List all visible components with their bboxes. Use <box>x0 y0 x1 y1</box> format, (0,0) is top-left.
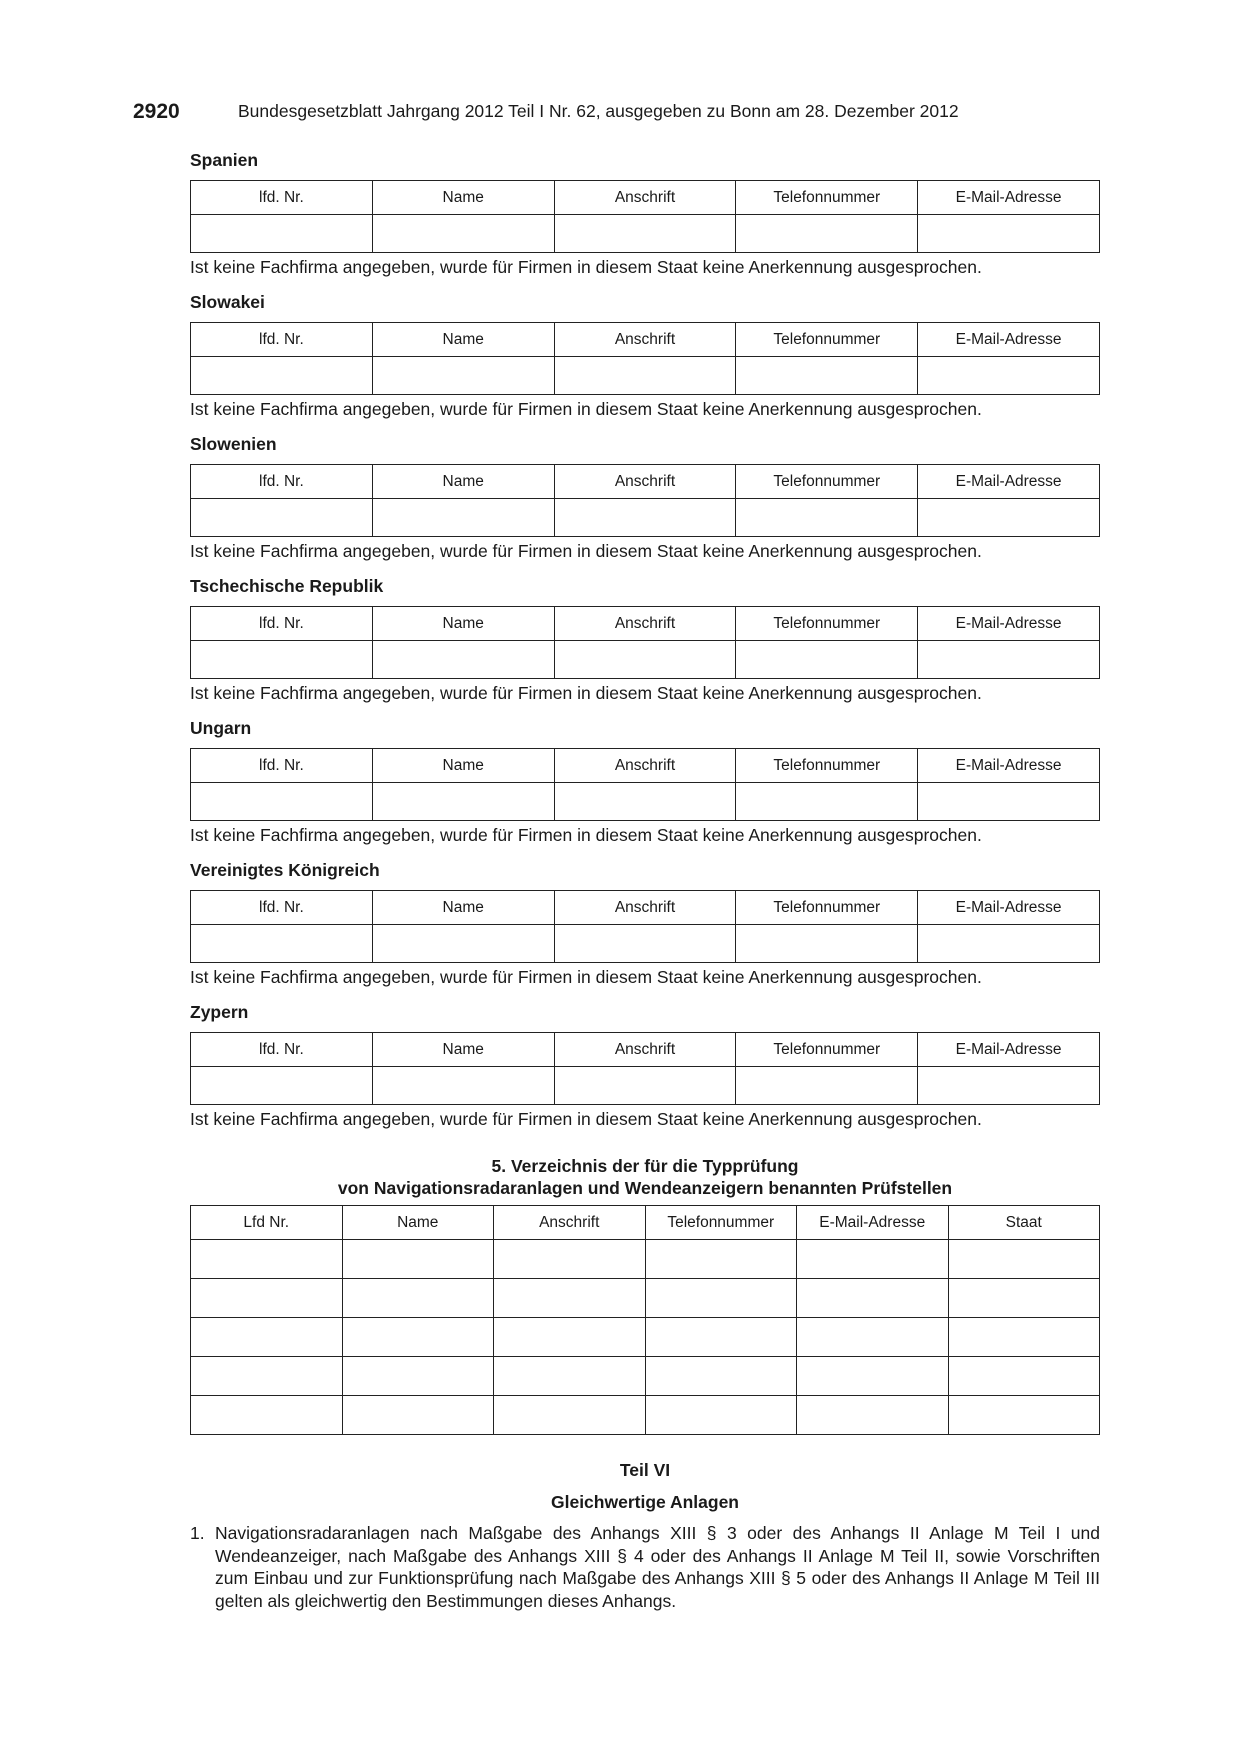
no-firm-note: Ist keine Fachfirma angegeben, wurde für Firmen in diesem Staat keine Anerkennung ausgesprochen. <box>190 1109 982 1129</box>
country-name: Tschechische Republik <box>190 576 384 596</box>
table-cell <box>948 1240 1100 1279</box>
table-cell <box>797 1279 949 1318</box>
column-header: Anschrift <box>554 323 736 357</box>
column-header: Name <box>372 1033 554 1067</box>
table-cell <box>645 1357 797 1396</box>
table-cell <box>191 1357 343 1396</box>
table-row <box>191 641 1100 679</box>
column-header: Name <box>372 607 554 641</box>
table-cell <box>191 1396 343 1435</box>
no-firm-note: Ist keine Fachfirma angegeben, wurde für Firmen in diesem Staat keine Anerkennung ausgesprochen. <box>190 683 982 703</box>
column-header: Anschrift <box>554 891 736 925</box>
table-cell <box>736 357 918 395</box>
column-header: Anschrift <box>554 749 736 783</box>
table-cell <box>494 1279 646 1318</box>
table-cell <box>554 215 736 253</box>
table-cell <box>372 357 554 395</box>
page-content <box>190 150 1100 1612</box>
country-firm-table <box>190 748 1100 821</box>
country-section <box>190 1002 1100 1130</box>
table-cell <box>372 783 554 821</box>
table-cell <box>554 783 736 821</box>
table-cell <box>736 1067 918 1105</box>
table-cell <box>342 1279 494 1318</box>
no-firm-note: Ist keine Fachfirma angegeben, wurde für Firmen in diesem Staat keine Anerkennung ausgesprochen. <box>190 825 982 845</box>
table-cell <box>918 499 1100 537</box>
table-cell <box>554 357 736 395</box>
table-cell <box>918 641 1100 679</box>
table-cell <box>797 1357 949 1396</box>
table-row <box>191 783 1100 821</box>
table-cell <box>736 641 918 679</box>
country-firm-table <box>190 180 1100 253</box>
table-cell <box>736 783 918 821</box>
table-cell <box>494 1396 646 1435</box>
table-cell <box>797 1318 949 1357</box>
country-firm-table <box>190 890 1100 963</box>
running-title: Bundesgesetzblatt Jahrgang 2012 Teil I Nr. 62, ausgegeben zu Bonn am 28. Dezember 2012 <box>238 101 959 121</box>
list-item-text: Navigationsradaranlagen nach Maßgabe des Anhangs XIII § 3 oder des Anhangs II Anlage M Teil I und Wendeanzeiger, nach Maßgabe des Anhangs XIII § 4 oder des Anhangs II Anlage M Teil II, sowie Vorschriften zum Einbau und zur Funktionsprüfung nach Maßgabe des Anhangs XIII § 5 oder des Anhangs II Anlage M Teil III gelten als gleichwertig den Bestimmungen dieses Anhangs. <box>215 1523 1100 1611</box>
column-header: E-Mail-Adresse <box>918 181 1100 215</box>
column-header: Telefonnummer <box>736 749 918 783</box>
table-cell <box>797 1396 949 1435</box>
table-cell <box>191 783 373 821</box>
column-header: Telefonnummer <box>736 891 918 925</box>
table-cell <box>191 215 373 253</box>
column-header: Anschrift <box>554 181 736 215</box>
table-header-row <box>191 181 1100 215</box>
table-cell <box>554 925 736 963</box>
table-cell <box>948 1279 1100 1318</box>
column-header: Anschrift <box>554 1033 736 1067</box>
column-header: Staat <box>948 1206 1100 1240</box>
country-section <box>190 150 1100 278</box>
column-header: E-Mail-Adresse <box>918 323 1100 357</box>
table-header-row <box>191 607 1100 641</box>
page-header <box>133 100 1241 124</box>
country-firm-table <box>190 606 1100 679</box>
table-cell <box>645 1240 797 1279</box>
table-cell <box>372 1067 554 1105</box>
column-header: lfd. Nr. <box>191 181 373 215</box>
no-firm-note: Ist keine Fachfirma angegeben, wurde für Firmen in diesem Staat keine Anerkennung ausgesprochen. <box>190 257 982 277</box>
table-row <box>191 357 1100 395</box>
country-name: Slowakei <box>190 292 265 312</box>
country-name: Zypern <box>190 1002 249 1022</box>
table-row <box>191 1396 1100 1435</box>
table-cell <box>372 499 554 537</box>
table-cell <box>736 499 918 537</box>
table-row <box>191 1357 1100 1396</box>
column-header: Name <box>372 749 554 783</box>
testing-bodies-table <box>190 1205 1100 1435</box>
table-cell <box>554 641 736 679</box>
column-header: lfd. Nr. <box>191 1033 373 1067</box>
table-cell <box>645 1279 797 1318</box>
country-name: Spanien <box>190 150 259 170</box>
column-header: lfd. Nr. <box>191 323 373 357</box>
table-cell <box>948 1396 1100 1435</box>
table-header-row <box>191 1206 1100 1240</box>
table-cell <box>342 1318 494 1357</box>
no-firm-note: Ist keine Fachfirma angegeben, wurde für Firmen in diesem Staat keine Anerkennung ausgesprochen. <box>190 399 982 419</box>
table-row <box>191 1279 1100 1318</box>
country-firm-table <box>190 322 1100 395</box>
table-cell <box>645 1396 797 1435</box>
table-cell <box>797 1240 949 1279</box>
table-cell <box>645 1318 797 1357</box>
list-item-number: 1. <box>190 1523 205 1543</box>
table-cell <box>918 215 1100 253</box>
no-firm-note: Ist keine Fachfirma angegeben, wurde für Firmen in diesem Staat keine Anerkennung ausgesprochen. <box>190 541 982 561</box>
column-header: Telefonnummer <box>736 323 918 357</box>
column-header: Name <box>372 181 554 215</box>
table-row <box>191 1318 1100 1357</box>
table-cell <box>191 499 373 537</box>
column-header: Lfd Nr. <box>191 1206 343 1240</box>
table-header-row <box>191 891 1100 925</box>
table-cell <box>342 1396 494 1435</box>
column-header: lfd. Nr. <box>191 465 373 499</box>
table-cell <box>191 1240 343 1279</box>
column-header: Telefonnummer <box>736 607 918 641</box>
table-cell <box>494 1357 646 1396</box>
column-header: Name <box>342 1206 494 1240</box>
table-cell <box>494 1240 646 1279</box>
list-item <box>190 1522 1100 1612</box>
table-cell <box>494 1318 646 1357</box>
table-cell <box>372 925 554 963</box>
section-5-title-line1: 5. Verzeichnis der für die Typprüfung <box>491 1156 799 1176</box>
country-firm-table <box>190 464 1100 537</box>
table-cell <box>554 1067 736 1105</box>
no-firm-note: Ist keine Fachfirma angegeben, wurde für Firmen in diesem Staat keine Anerkennung ausgesprochen. <box>190 967 982 987</box>
table-cell <box>191 925 373 963</box>
table-header-row <box>191 749 1100 783</box>
column-header: Anschrift <box>554 607 736 641</box>
page-number: 2920 <box>133 100 180 123</box>
column-header: E-Mail-Adresse <box>918 1033 1100 1067</box>
table-cell <box>918 1067 1100 1105</box>
column-header: E-Mail-Adresse <box>918 465 1100 499</box>
column-header: Anschrift <box>494 1206 646 1240</box>
table-header-row <box>191 323 1100 357</box>
table-cell <box>948 1357 1100 1396</box>
country-name: Ungarn <box>190 718 252 738</box>
table-cell <box>736 925 918 963</box>
column-header: Telefonnummer <box>736 465 918 499</box>
part-heading: Teil VI <box>619 1460 671 1480</box>
table-cell <box>948 1318 1100 1357</box>
country-name: Slowenien <box>190 434 277 454</box>
column-header: lfd. Nr. <box>191 607 373 641</box>
column-header: Telefonnummer <box>736 1033 918 1067</box>
table-row <box>191 215 1100 253</box>
country-section <box>190 860 1100 988</box>
column-header: Name <box>372 465 554 499</box>
table-cell <box>372 641 554 679</box>
section-5-title <box>190 1155 1100 1199</box>
table-row <box>191 499 1100 537</box>
country-firm-table <box>190 1032 1100 1105</box>
table-header-row <box>191 465 1100 499</box>
section-5-title-line2: von Navigationsradaranlagen und Wendeanzeigern benannten Prüfstellen <box>337 1178 953 1198</box>
table-cell <box>372 215 554 253</box>
column-header: Anschrift <box>554 465 736 499</box>
table-row <box>191 1067 1100 1105</box>
part-subheading: Gleichwertige Anlagen <box>550 1492 739 1512</box>
table-header-row <box>191 1033 1100 1067</box>
table-cell <box>342 1357 494 1396</box>
country-section <box>190 292 1100 420</box>
column-header: Name <box>372 323 554 357</box>
column-header: E-Mail-Adresse <box>918 607 1100 641</box>
table-cell <box>191 641 373 679</box>
country-section <box>190 434 1100 562</box>
table-cell <box>918 783 1100 821</box>
country-sections <box>190 150 1100 1130</box>
country-section <box>190 576 1100 704</box>
table-row <box>191 925 1100 963</box>
table-cell <box>191 1067 373 1105</box>
table-cell <box>191 357 373 395</box>
table-cell <box>918 925 1100 963</box>
table-cell <box>918 357 1100 395</box>
column-header: lfd. Nr. <box>191 891 373 925</box>
table-cell <box>342 1240 494 1279</box>
column-header: Name <box>372 891 554 925</box>
column-header: lfd. Nr. <box>191 749 373 783</box>
table-cell <box>191 1279 343 1318</box>
column-header: E-Mail-Adresse <box>918 749 1100 783</box>
table-cell <box>736 215 918 253</box>
column-header: E-Mail-Adresse <box>797 1206 949 1240</box>
column-header: Telefonnummer <box>645 1206 797 1240</box>
column-header: E-Mail-Adresse <box>918 891 1100 925</box>
table-cell <box>554 499 736 537</box>
column-header: Telefonnummer <box>736 181 918 215</box>
table-row <box>191 1240 1100 1279</box>
country-section <box>190 718 1100 846</box>
country-name: Vereinigtes Königreich <box>190 860 380 880</box>
table-cell <box>191 1318 343 1357</box>
